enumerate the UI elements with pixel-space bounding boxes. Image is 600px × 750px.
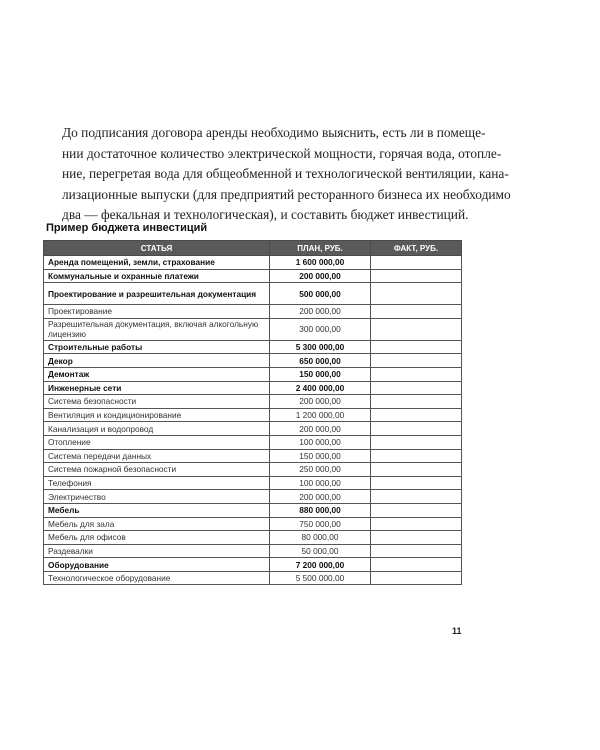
- row-item: Система пожарной безопасности: [44, 463, 270, 477]
- row-plan: 200 000,00: [270, 269, 371, 283]
- paragraph-line: ние, перегретая вода для общеобменной и технологической вентиляции, кана-: [62, 166, 509, 182]
- row-plan: 100 000,00: [270, 435, 371, 449]
- table-row: [44, 531, 462, 545]
- row-fact: [371, 395, 462, 409]
- row-fact: [371, 490, 462, 504]
- row-plan: 5 500 000,00: [270, 571, 371, 585]
- row-fact: [371, 531, 462, 545]
- table-row: [44, 571, 462, 585]
- row-item: Разрешительная документация, включая алкогольную лицензию: [44, 318, 270, 340]
- row-item: Декор: [44, 354, 270, 368]
- row-item: Система безопасности: [44, 395, 270, 409]
- row-fact: [371, 503, 462, 517]
- table-row: [44, 256, 462, 270]
- row-plan: 2 400 000,00: [270, 381, 371, 395]
- table-row: [44, 544, 462, 558]
- table-row: [44, 463, 462, 477]
- row-fact: [371, 463, 462, 477]
- table-row: [44, 503, 462, 517]
- body-paragraph: [62, 123, 511, 226]
- table-row: [44, 367, 462, 381]
- table-row: [44, 395, 462, 409]
- table-row: [44, 422, 462, 436]
- row-item: Электричество: [44, 490, 270, 504]
- row-plan: 150 000,00: [270, 449, 371, 463]
- row-plan: 200 000,00: [270, 305, 371, 319]
- row-item: Мебель для зала: [44, 517, 270, 531]
- table-row: [44, 435, 462, 449]
- table-body: [44, 256, 462, 585]
- paragraph-line: нии достаточное количество электрической мощности, горячая вода, отопле-: [62, 145, 502, 161]
- row-item: Оборудование: [44, 558, 270, 572]
- row-fact: [371, 340, 462, 354]
- row-fact: [371, 544, 462, 558]
- budget-table: [43, 240, 462, 585]
- table-row: [44, 340, 462, 354]
- row-fact: [371, 476, 462, 490]
- row-fact: [371, 305, 462, 319]
- row-item: Канализация и водопровод: [44, 422, 270, 436]
- row-plan: 880 000,00: [270, 503, 371, 517]
- row-plan: 1 200 000,00: [270, 408, 371, 422]
- row-item: Технологическое оборудование: [44, 571, 270, 585]
- table-row: [44, 558, 462, 572]
- table-row: [44, 517, 462, 531]
- paragraph-line: До подписания договора аренды необходимо выяснить, есть ли в помеще-: [62, 125, 486, 140]
- paragraph-line: лизационные выпуски (для предприятий ресторанного бизнеса их необходимо: [62, 186, 511, 202]
- table-header-row: [44, 241, 462, 256]
- row-plan: 500 000,00: [270, 283, 371, 305]
- table-row: [44, 449, 462, 463]
- table-row: [44, 476, 462, 490]
- table-row: [44, 490, 462, 504]
- table-row: [44, 269, 462, 283]
- header-fact: ФАКТ, РУБ.: [371, 241, 462, 256]
- paragraph-line: два — фекальная и технологическая), и составить бюджет инвестиций.: [62, 207, 469, 223]
- table-row: [44, 305, 462, 319]
- row-item: Проектирование и разрешительная документация: [44, 283, 270, 305]
- header-item: СТАТЬЯ: [44, 241, 270, 256]
- row-fact: [371, 517, 462, 531]
- table-row: [44, 318, 462, 340]
- row-item: Аренда помещений, земли, страхование: [44, 256, 270, 270]
- row-fact: [371, 318, 462, 340]
- row-item: Система передачи данных: [44, 449, 270, 463]
- row-plan: 300 000,00: [270, 318, 371, 340]
- row-fact: [371, 558, 462, 572]
- row-fact: [371, 283, 462, 305]
- row-plan: 200 000,00: [270, 490, 371, 504]
- row-item: Раздевалки: [44, 544, 270, 558]
- row-fact: [371, 408, 462, 422]
- row-item: Проектирование: [44, 305, 270, 319]
- table-row: [44, 283, 462, 305]
- row-plan: 1 600 000,00: [270, 256, 371, 270]
- row-item: Коммунальные и охранные платежи: [44, 269, 270, 283]
- row-item: Отопление: [44, 435, 270, 449]
- table-row: [44, 408, 462, 422]
- header-plan: ПЛАН, РУБ.: [270, 241, 371, 256]
- row-item: Инженерные сети: [44, 381, 270, 395]
- row-fact: [371, 354, 462, 368]
- row-item: Строительные работы: [44, 340, 270, 354]
- row-item: Мебель: [44, 503, 270, 517]
- row-plan: 650 000,00: [270, 354, 371, 368]
- row-item: Телефония: [44, 476, 270, 490]
- page-number: 11: [452, 626, 462, 636]
- row-plan: 750 000,00: [270, 517, 371, 531]
- row-fact: [371, 422, 462, 436]
- row-plan: 200 000,00: [270, 422, 371, 436]
- row-plan: 100 000,00: [270, 476, 371, 490]
- table-row: [44, 354, 462, 368]
- row-fact: [371, 435, 462, 449]
- row-fact: [371, 449, 462, 463]
- row-item: Мебель для офисов: [44, 531, 270, 545]
- row-plan: 5 300 000,00: [270, 340, 371, 354]
- row-fact: [371, 571, 462, 585]
- row-plan: 7 200 000,00: [270, 558, 371, 572]
- row-fact: [371, 381, 462, 395]
- table-caption: Пример бюджета инвестиций: [46, 222, 208, 234]
- row-fact: [371, 256, 462, 270]
- row-plan: 200 000,00: [270, 395, 371, 409]
- row-plan: 250 000,00: [270, 463, 371, 477]
- row-item: Демонтаж: [44, 367, 270, 381]
- row-fact: [371, 367, 462, 381]
- row-plan: 50 000,00: [270, 544, 371, 558]
- row-item: Вентиляция и кондиционирование: [44, 408, 270, 422]
- row-plan: 80 000,00: [270, 531, 371, 545]
- row-plan: 150 000,00: [270, 367, 371, 381]
- table-row: [44, 381, 462, 395]
- row-fact: [371, 269, 462, 283]
